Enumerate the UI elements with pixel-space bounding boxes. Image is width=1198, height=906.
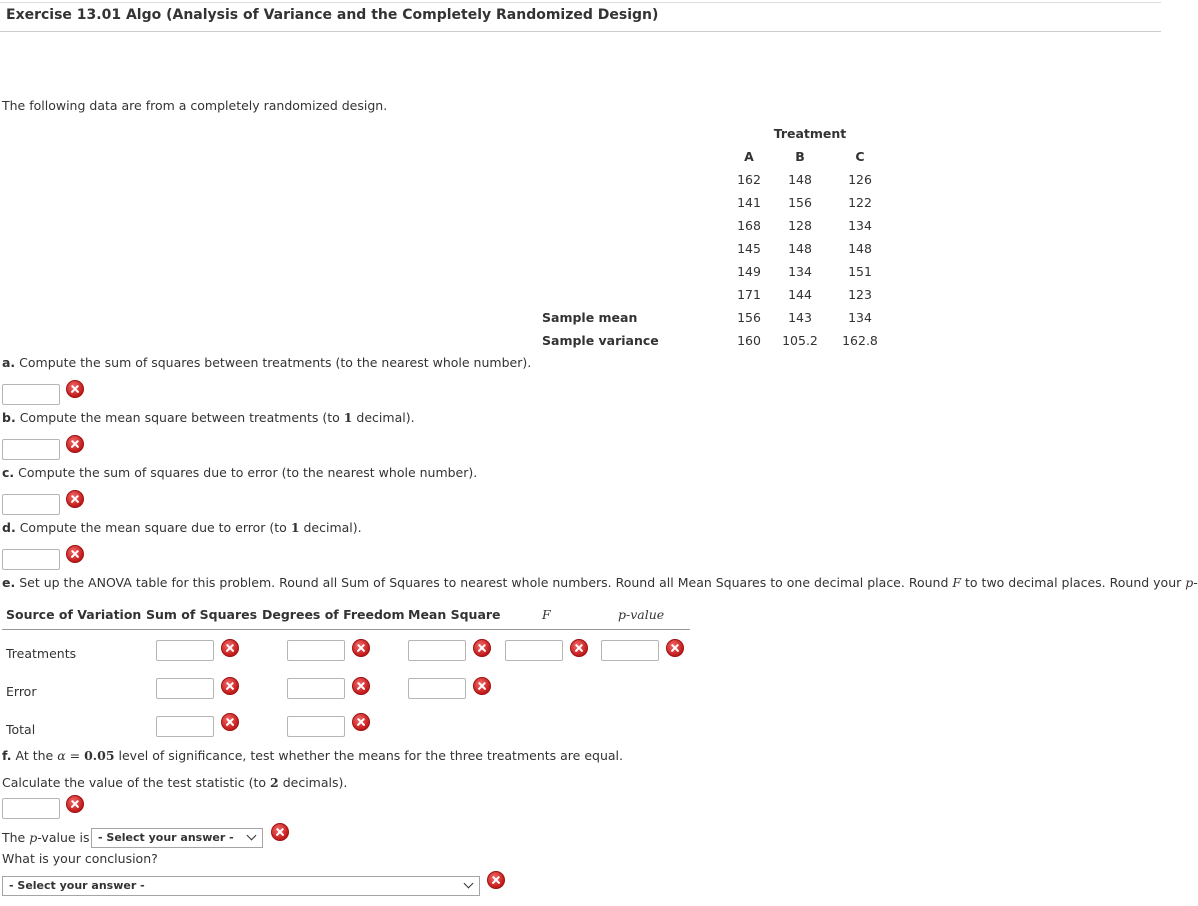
table-cell: 145 (737, 241, 761, 256)
anova-header-f: F (542, 607, 551, 622)
error-df-input[interactable] (287, 678, 345, 699)
incorrect-x-icon (66, 545, 84, 563)
question-c: c. Compute the sum of squares due to error (to the nearest whole number). (2, 465, 478, 480)
table-cell: 134 (848, 218, 872, 233)
answer-b-input[interactable] (2, 439, 60, 460)
table-cell: 126 (848, 172, 872, 187)
page-title: Exercise 13.01 Algo (Analysis of Variance and the Completely Randomized Design) (6, 7, 659, 23)
incorrect-x-icon (66, 490, 84, 508)
col-header-c: C (855, 149, 865, 164)
incorrect-x-icon (487, 871, 505, 889)
question-b: b. Compute the mean square between treatments (to 1 decimal). (2, 410, 415, 425)
table-cell: 171 (737, 287, 761, 302)
treatments-df-input[interactable] (287, 640, 345, 661)
incorrect-x-icon (66, 795, 84, 813)
conclusion-select[interactable]: - Select your answer - (2, 876, 480, 896)
col-header-b: B (795, 149, 805, 164)
question-f: f. At the α = 0.05 level of significance, test whether the means for the three treatments are equal. (2, 748, 623, 763)
anova-row-total-label: Total (6, 722, 36, 737)
incorrect-x-icon (352, 713, 370, 731)
answer-d-input[interactable] (2, 549, 60, 570)
incorrect-x-icon (221, 639, 239, 657)
test-statistic-prompt: Calculate the value of the test statistic (to 2 decimals). (2, 775, 348, 790)
incorrect-x-icon (352, 639, 370, 657)
sample-mean-b: 143 (788, 310, 812, 325)
chevron-down-icon (247, 831, 257, 841)
sample-variance-c: 162.8 (842, 333, 878, 348)
treatments-f-input[interactable] (505, 640, 563, 661)
pvalue-prompt: The p-value is (2, 830, 90, 845)
sample-mean-a: 156 (737, 310, 761, 325)
table-cell: 144 (788, 287, 812, 302)
incorrect-x-icon (221, 713, 239, 731)
table-cell: 168 (737, 218, 761, 233)
total-df-input[interactable] (287, 716, 345, 737)
intro-text: The following data are from a completely randomized design. (2, 98, 388, 113)
anova-header-source: Source of Variation (6, 607, 142, 622)
treatments-ms-input[interactable] (408, 640, 466, 661)
incorrect-x-icon (66, 380, 84, 398)
question-e: e. Set up the ANOVA table for this problem. Round all Sum of Squares to nearest whole numbers. Round all Mean Squares to one decimal place. Round F to two decimal places. Round your p- (2, 575, 1198, 590)
treatments-ss-input[interactable] (156, 640, 214, 661)
table-cell: 123 (848, 287, 872, 302)
answer-c-input[interactable] (2, 494, 60, 515)
error-ms-input[interactable] (408, 678, 466, 699)
table-cell: 141 (737, 195, 761, 210)
error-ss-input[interactable] (156, 678, 214, 699)
treatment-header: Treatment (773, 126, 847, 141)
chevron-down-icon (464, 879, 474, 889)
header-divider (2, 629, 690, 630)
table-cell: 148 (788, 172, 812, 187)
test-statistic-input[interactable] (2, 798, 60, 819)
question-d: d. Compute the mean square due to error (to 1 decimal). (2, 520, 362, 535)
table-cell: 148 (848, 241, 872, 256)
table-cell: 149 (737, 264, 761, 279)
answer-a-input[interactable] (2, 384, 60, 405)
anova-header-ss: Sum of Squares (146, 607, 258, 622)
table-cell: 134 (788, 264, 812, 279)
question-a: a. Compute the sum of squares between treatments (to the nearest whole number). (2, 355, 532, 370)
anova-row-treatments-label: Treatments (6, 646, 77, 661)
table-cell: 156 (788, 195, 812, 210)
pvalue-select[interactable]: - Select your answer - (91, 828, 263, 848)
incorrect-x-icon (666, 639, 684, 657)
table-cell: 128 (788, 218, 812, 233)
sample-variance-a: 160 (737, 333, 761, 348)
anova-header-df: Degrees of Freedom (262, 607, 405, 622)
anova-header-ms: Mean Square (408, 607, 501, 622)
sample-variance-b: 105.2 (782, 333, 818, 348)
table-cell: 162 (737, 172, 761, 187)
incorrect-x-icon (221, 677, 239, 695)
incorrect-x-icon (271, 823, 289, 841)
table-cell: 151 (848, 264, 872, 279)
sample-mean-c: 134 (848, 310, 872, 325)
sample-mean-label: Sample mean (542, 310, 638, 325)
table-cell: 148 (788, 241, 812, 256)
incorrect-x-icon (352, 677, 370, 695)
incorrect-x-icon (473, 639, 491, 657)
incorrect-x-icon (570, 639, 588, 657)
anova-row-error-label: Error (6, 684, 37, 699)
incorrect-x-icon (66, 435, 84, 453)
table-cell: 122 (848, 195, 872, 210)
sample-variance-label: Sample variance (542, 333, 659, 348)
total-ss-input[interactable] (156, 716, 214, 737)
anova-header-pvalue: p-value (618, 607, 665, 622)
treatments-pvalue-input[interactable] (601, 640, 659, 661)
col-header-a: A (744, 149, 754, 164)
incorrect-x-icon (473, 677, 491, 695)
conclusion-prompt: What is your conclusion? (2, 851, 158, 866)
